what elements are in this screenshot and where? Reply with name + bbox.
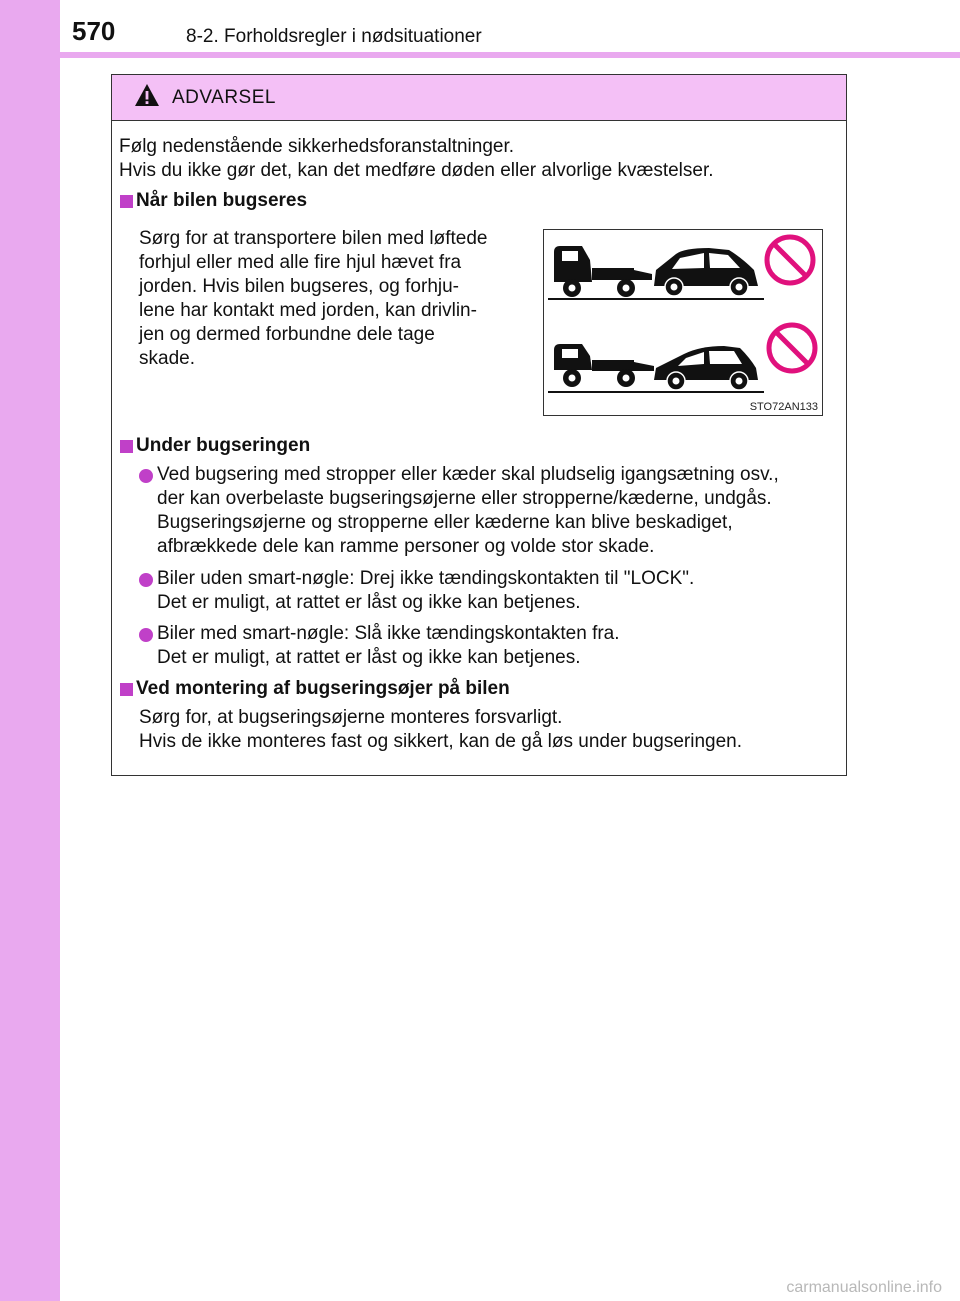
bullet-text-line: afbrækkede dele kan ramme personer og volde stor skade. [157, 536, 655, 557]
round-bullet-icon [139, 469, 153, 483]
round-bullet-icon [139, 628, 153, 642]
figure-code: STO72AN133 [749, 401, 818, 413]
header-rule [0, 52, 960, 58]
watermark: carmanualsonline.info [786, 1279, 942, 1296]
square-bullet-icon [120, 195, 133, 208]
warning-triangle-icon [134, 83, 160, 107]
warning-title: ADVARSEL [172, 87, 276, 108]
section-text-line: lene har kontakt med jorden, kan drivlin- [139, 300, 477, 321]
bullet-text-line: der kan overbelaste bugseringsøjerne eller stropperne/kæderne, undgås. [157, 488, 772, 509]
section-text-line: Sørg for, at bugseringsøjerne monteres forsvarligt. [139, 707, 563, 728]
intro-line-1: Følg nedenstående sikkerhedsforanstaltninger. [119, 136, 515, 157]
towed-car-icon [654, 346, 758, 390]
prohibited-icon [769, 325, 815, 371]
square-bullet-icon [120, 440, 133, 453]
bullet-text-line: Det er muligt, at rattet er låst og ikke kan betjenes. [157, 647, 581, 668]
section-text-line: skade. [139, 348, 195, 369]
bullet-text-line: Det er muligt, at rattet er låst og ikke kan betjenes. [157, 592, 581, 613]
towing-illustration [543, 229, 823, 416]
left-margin-band [0, 0, 60, 1301]
towing-diagram [544, 230, 821, 395]
page-number: 570 [72, 16, 116, 46]
section-text-line: Sørg for at transportere bilen med løftede [139, 228, 488, 249]
intro-line-2: Hvis du ikke gør det, kan det medføre døden eller alvorlige kvæstelser. [119, 160, 714, 181]
tow-truck-icon [554, 344, 654, 387]
tow-truck-icon [554, 246, 652, 297]
section-heading: Ved montering af bugseringsøjer på bilen [136, 678, 510, 699]
warning-box [111, 74, 847, 776]
towed-car-icon [654, 248, 758, 296]
section-heading: Når bilen bugseres [136, 190, 308, 211]
bullet-text-line: Ved bugsering med stropper eller kæder skal pludselig igangsætning osv., [157, 464, 779, 485]
section-text-line: forhjul eller med alle fire hjul hævet fra [139, 252, 462, 273]
square-bullet-icon [120, 683, 133, 696]
bullet-text-line: Bugseringsøjerne og stropperne eller kæderne kan blive beskadiget, [157, 512, 733, 533]
warning-header [112, 75, 846, 121]
prohibited-icon [767, 237, 813, 283]
section-text-line: jen og dermed forbundne dele tage [139, 324, 435, 345]
section-text-line: jorden. Hvis bilen bugseres, og forhju- [139, 276, 460, 297]
section-title: 8-2. Forholdsregler i nødsituationer [186, 26, 482, 47]
round-bullet-icon [139, 573, 153, 587]
section-text-line: Hvis de ikke monteres fast og sikkert, kan de gå løs under bugseringen. [139, 731, 743, 752]
bullet-text-line: Biler med smart-nøgle: Slå ikke tændingskontakten fra. [157, 623, 620, 644]
bullet-text-line: Biler uden smart-nøgle: Drej ikke tændingskontakten til "LOCK". [157, 568, 695, 589]
section-heading: Under bugseringen [136, 435, 311, 456]
